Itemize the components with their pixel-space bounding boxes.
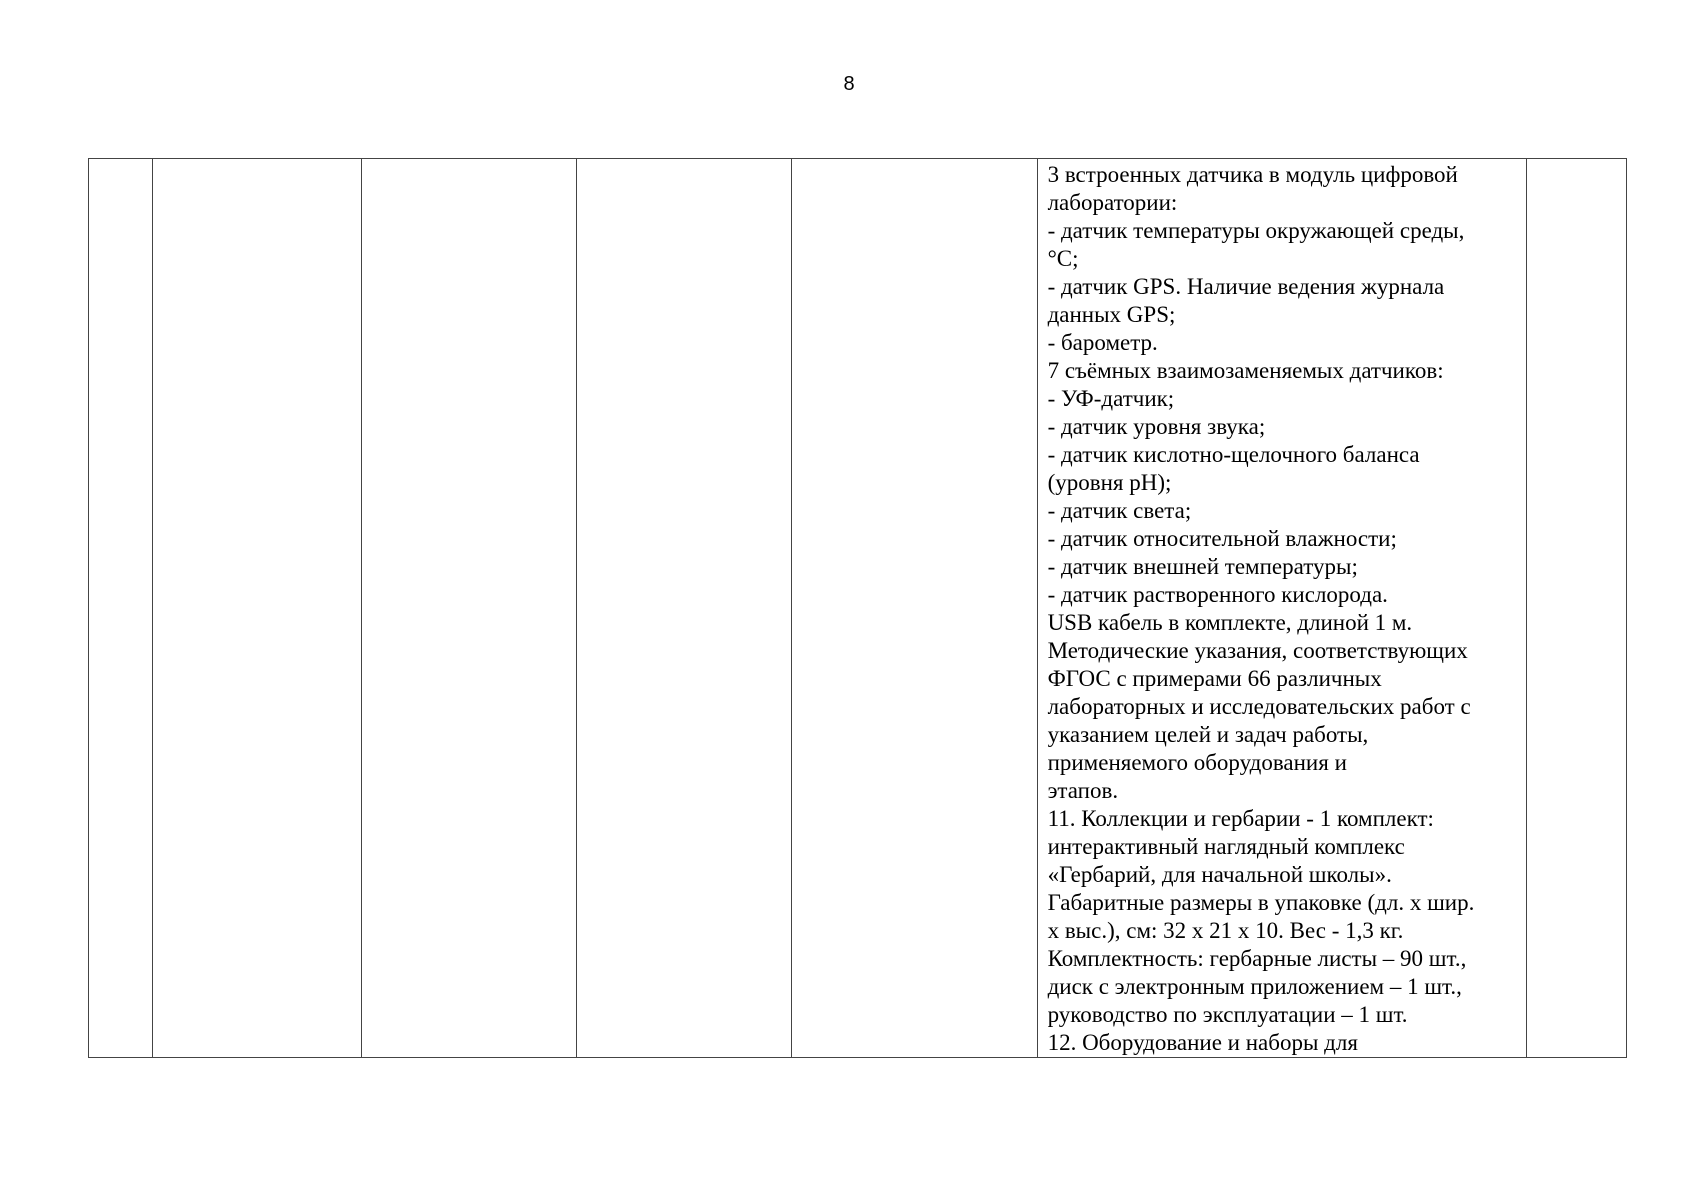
description-line: - барометр. (1047, 330, 1158, 355)
table-cell-column-4 (577, 159, 792, 1058)
description-line: Габаритные размеры в упаковке (дл. х шир. (1047, 890, 1475, 915)
table-cell-last (1526, 159, 1626, 1058)
description-line: - датчик кислотно-щелочного баланса (1047, 442, 1420, 467)
description-line: Методические указания, соответствующих (1047, 638, 1468, 663)
table-row (89, 159, 1627, 1058)
description-line: 12. Оборудование и наборы для (1047, 1030, 1358, 1055)
description-line: - датчик растворенного кислорода. (1047, 582, 1388, 607)
description-line: - датчик температуры окружающей среды, (1047, 218, 1465, 243)
description-line: (уровня рН); (1047, 470, 1172, 495)
table-cell-description (1037, 159, 1526, 1058)
description-line: 11. Коллекции и гербарии - 1 комплект: (1047, 806, 1434, 831)
description-line: данных GPS; (1047, 302, 1176, 327)
description-line: «Гербарий, для начальной школы». (1047, 862, 1392, 887)
description-line: - датчик уровня звука; (1047, 414, 1266, 439)
equipment-table (88, 158, 1627, 1058)
description-line: этапов. (1047, 778, 1119, 803)
description-line: 7 съёмных взаимозаменяемых датчиков: (1047, 358, 1444, 383)
description-line: ФГОС с примерами 66 различных (1047, 666, 1382, 691)
table-cell-column-5 (792, 159, 1037, 1058)
description-line: USB кабель в комплекте, длиной 1 м. (1047, 610, 1413, 635)
description-line: лабораторных и исследовательских работ с (1047, 694, 1471, 719)
description-line: - датчик света; (1047, 498, 1192, 523)
description-line: °С; (1047, 246, 1079, 271)
page-number: 8 (843, 73, 855, 95)
description-line: лаборатории: (1047, 190, 1178, 215)
description-line: Комплектность: гербарные листы – 90 шт., (1047, 946, 1467, 971)
description-line: диск с электронным приложением – 1 шт., (1047, 974, 1462, 999)
description-line: указанием целей и задач работы, (1047, 722, 1369, 747)
description-line: - УФ-датчик; (1047, 386, 1175, 411)
description-line: - датчик GPS. Наличие ведения журнала (1047, 274, 1445, 299)
description-text (1038, 159, 1526, 1057)
description-line: х выс.), см: 32 х 21 х 10. Вес - 1,3 кг. (1047, 918, 1404, 943)
description-line: 3 встроенных датчика в модуль цифровой (1047, 162, 1458, 187)
description-line: - датчик относительной влажности; (1047, 526, 1397, 551)
description-line: руководство по эксплуатации – 1 шт. (1047, 1002, 1408, 1027)
table-cell-name (153, 159, 362, 1058)
description-line: - датчик внешней температуры; (1047, 554, 1358, 579)
table-cell-column-3 (362, 159, 577, 1058)
description-line: интерактивный наглядный комплекс (1047, 834, 1405, 859)
table-cell-number (89, 159, 153, 1058)
description-line: применяемого оборудования и (1047, 750, 1347, 775)
